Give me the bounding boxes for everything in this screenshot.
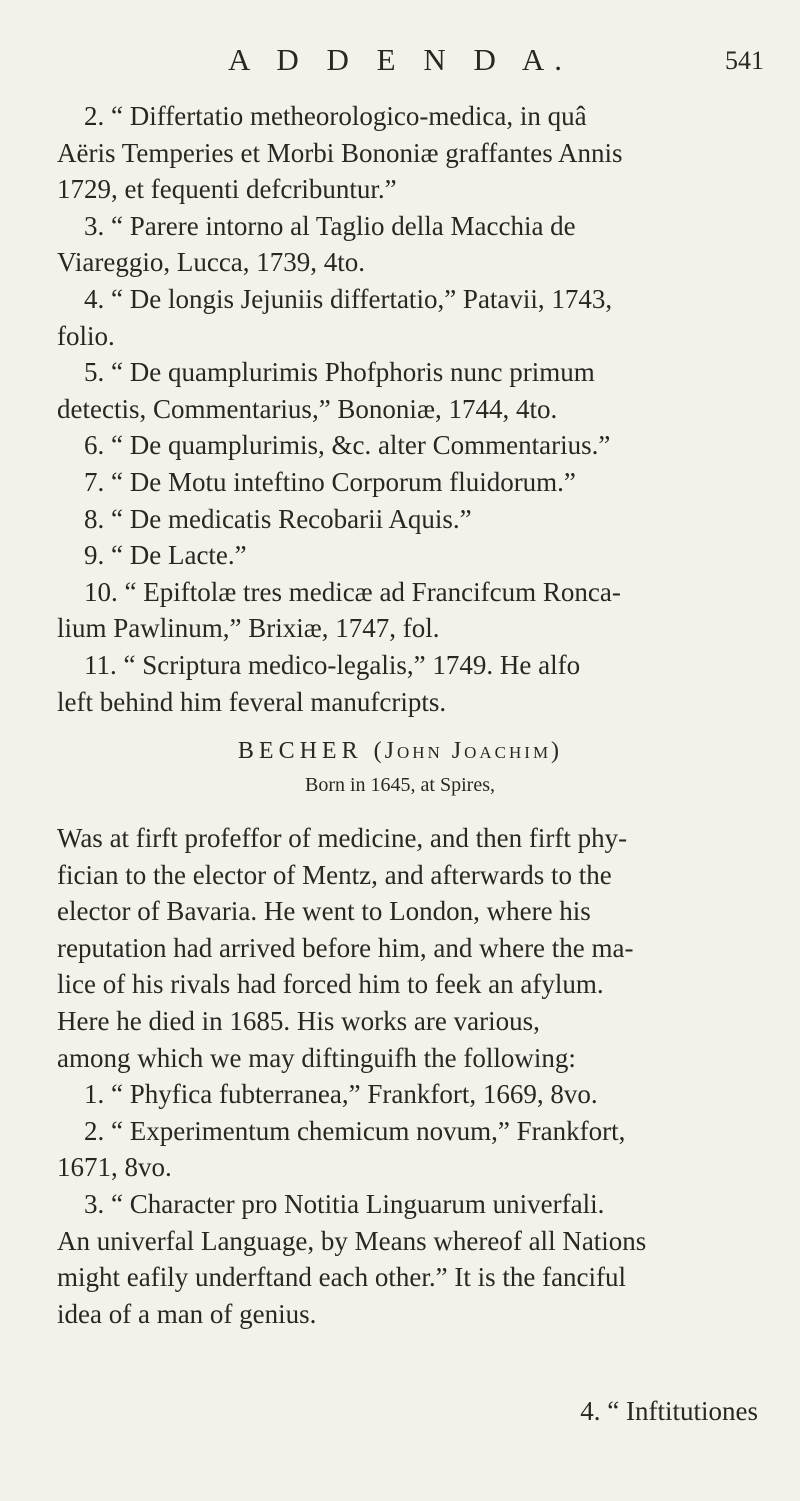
entry-given-name: (John Joachim) <box>373 738 563 764</box>
list-line: Aëris Temperies et Morbi Bononiæ graffantes Annis <box>57 137 623 168</box>
entry-birth: Born in 1645, at Spires, <box>305 774 495 796</box>
list-line: 4. “ De longis Jejuniis differtatio,” Patavii, 1743, <box>84 283 613 314</box>
list-line: 10. “ Epiftolæ tres medicæ ad Francifcum Ronca- <box>84 576 621 607</box>
list-line: left behind him feveral manufcripts. <box>57 686 447 717</box>
text-line: fician to the elector of Mentz, and afterwards to the <box>57 859 612 890</box>
list-line: 5. “ De quamplurimis Phofphoris nunc primum <box>84 357 595 388</box>
catchword: 4. “ Inftitutiones <box>580 1396 758 1426</box>
list-line: 3. “ Parere intorno al Taglio della Macchia de <box>84 210 576 241</box>
list-line: Viareggio, Lucca, 1739, 4to. <box>57 247 366 278</box>
list-line: 7. “ De Motu inteftino Corporum fluidorum.” <box>84 466 576 497</box>
list-line: lium Pawlinum,” Brixiæ, 1747, fol. <box>57 613 440 644</box>
list-line: 1729, et fequenti defcribuntur.” <box>57 174 397 205</box>
text-line: lice of his rivals had forced him to feek an afylum. <box>57 969 604 1000</box>
text-line: An univerfal Language, by Means whereof all Nations <box>57 1225 647 1256</box>
list-line: detectis, Commentarius,” Bononiæ, 1744, 4to. <box>57 393 558 424</box>
text-line: elector of Bavaria. He went to London, where his <box>57 896 591 927</box>
text-line: might eafily underftand each other.” It is the fanciful <box>57 1262 627 1293</box>
page-header <box>0 42 800 82</box>
text-line: 2. “ Experimentum chemicum novum,” Frankfort, <box>84 1115 626 1146</box>
entry-heading <box>0 738 800 765</box>
text-line: 3. “ Character pro Notitia Linguarum univerfali. <box>84 1188 605 1219</box>
bibliography-list <box>57 98 762 720</box>
text-line: reputation had arrived before him, and where the ma- <box>57 932 634 963</box>
list-line: 2. “ Differtatio metheorologico-medica, in quâ <box>84 101 587 131</box>
text-line: among which we may diftinguifh the following: <box>57 1042 576 1073</box>
text-line: Here he died in 1685. His works are various, <box>57 1005 540 1036</box>
list-line: 9. “ De Lacte.” <box>84 540 247 571</box>
text-line: 1671, 8vo. <box>57 1152 172 1183</box>
list-line: 8. “ De medicatis Recobarii Aquis.” <box>84 503 472 534</box>
list-line: 6. “ De quamplurimis, &c. alter Commentarius.” <box>84 430 611 461</box>
text-line: idea of a man of genius. <box>57 1298 317 1329</box>
list-line: folio. <box>57 320 115 351</box>
text-line: 1. “ Phyfica fubterranea,” Frankfort, 1669, 8vo. <box>84 1079 598 1110</box>
running-head: A D D E N D A. <box>227 42 573 77</box>
text-line: Was at firft profeffor of medicine, and then firft phy- <box>57 823 628 853</box>
list-line: 11. “ Scriptura medico-legalis,” 1749. He alfo <box>84 649 581 680</box>
biography-text <box>57 820 762 1332</box>
page-number: 541 <box>725 46 764 75</box>
entry-name: BECHER <box>237 738 363 764</box>
